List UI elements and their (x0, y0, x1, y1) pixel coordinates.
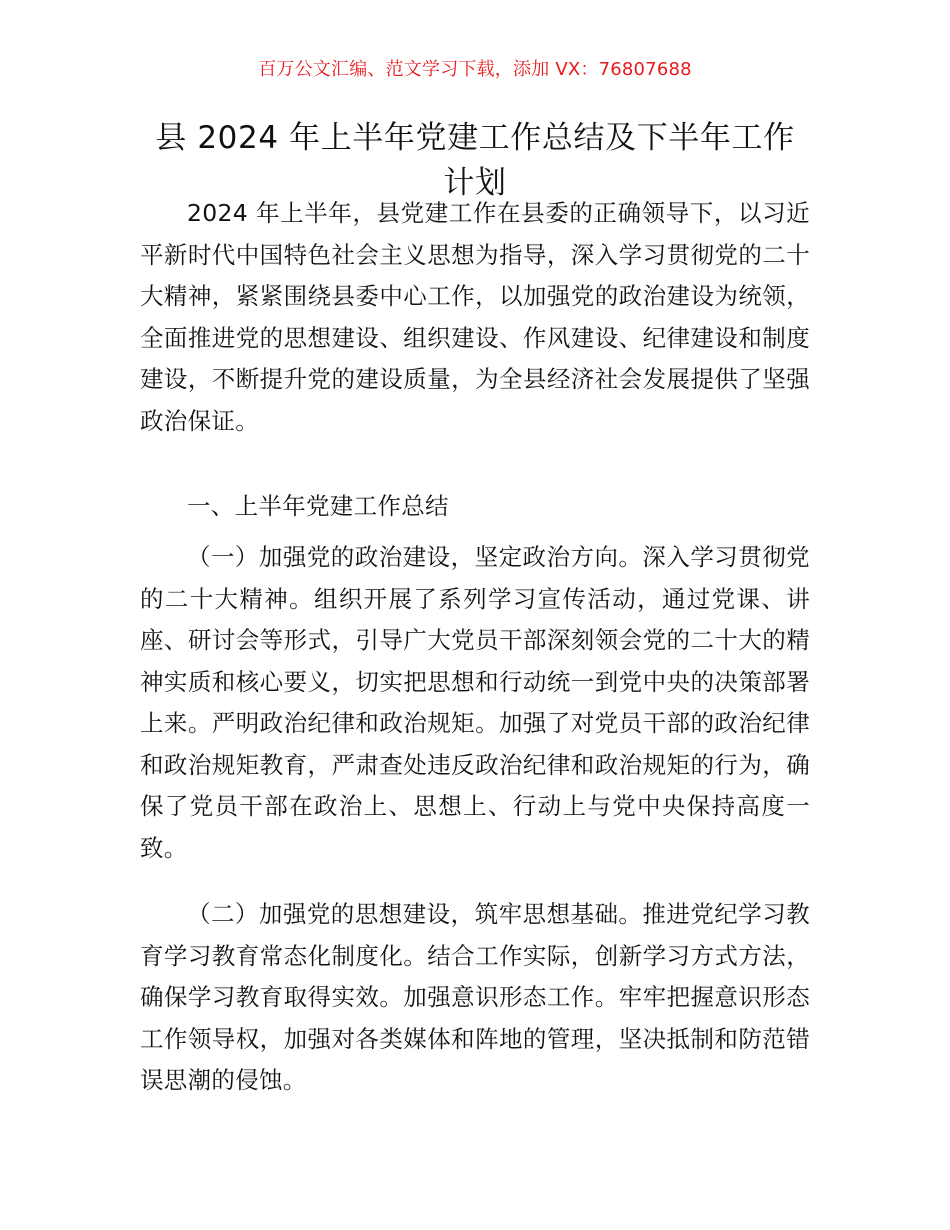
paragraph-ideological-building: （二）加强党的思想建设，筑牢思想基础。推进党纪学习教育学习教育常态化制度化。结合工作实际，创新学习方式方法，确保学习教育取得实效。加强意识形态工作。牢牢把握意识形态工作领导权，加强对各类媒体和阵地的管理，坚决抵制和防范错误思潮的侵蚀。 (140, 900, 810, 1094)
paragraph-political-building: （一）加强党的政治建设，坚定政治方向。深入学习贯彻党的二十大精神。组织开展了系列学习宣传活动，通过党课、讲座、研讨会等形式，引导广大党员干部深刻领会党的二十大的精神实质和核心要义，切实把思想和行动统一到党中央的决策部署上来。严明政治纪律和政治规矩。加强了对党员干部的政治纪律和政治规矩教育，严肃查处违反政治纪律和政治规矩的行为，确保了党员干部在政治上、思想上、行动上与党中央保持高度一致。 (140, 543, 810, 862)
intro-paragraph: 2024 年上半年，县党建工作在县委的正确领导下，以习近平新时代中国特色社会主义思想为指导，深入学习贯彻党的二十大精神，紧紧围绕县委中心工作，以加强党的政治建设为统领，全面推进党的思想建设、组织建设、作风建设、纪律建设和制度建设，不断提升党的建设质量，为全县经济社会发展提供了坚强政治保证。 (140, 199, 810, 435)
header-banner: 百万公文汇编、范文学习下载，添加 VX：76807688 (258, 59, 692, 80)
document-title: 县 2024 年上半年党建工作总结及下半年工作计划 (155, 120, 795, 201)
section-heading: 一、上半年党建工作总结 (187, 492, 449, 520)
